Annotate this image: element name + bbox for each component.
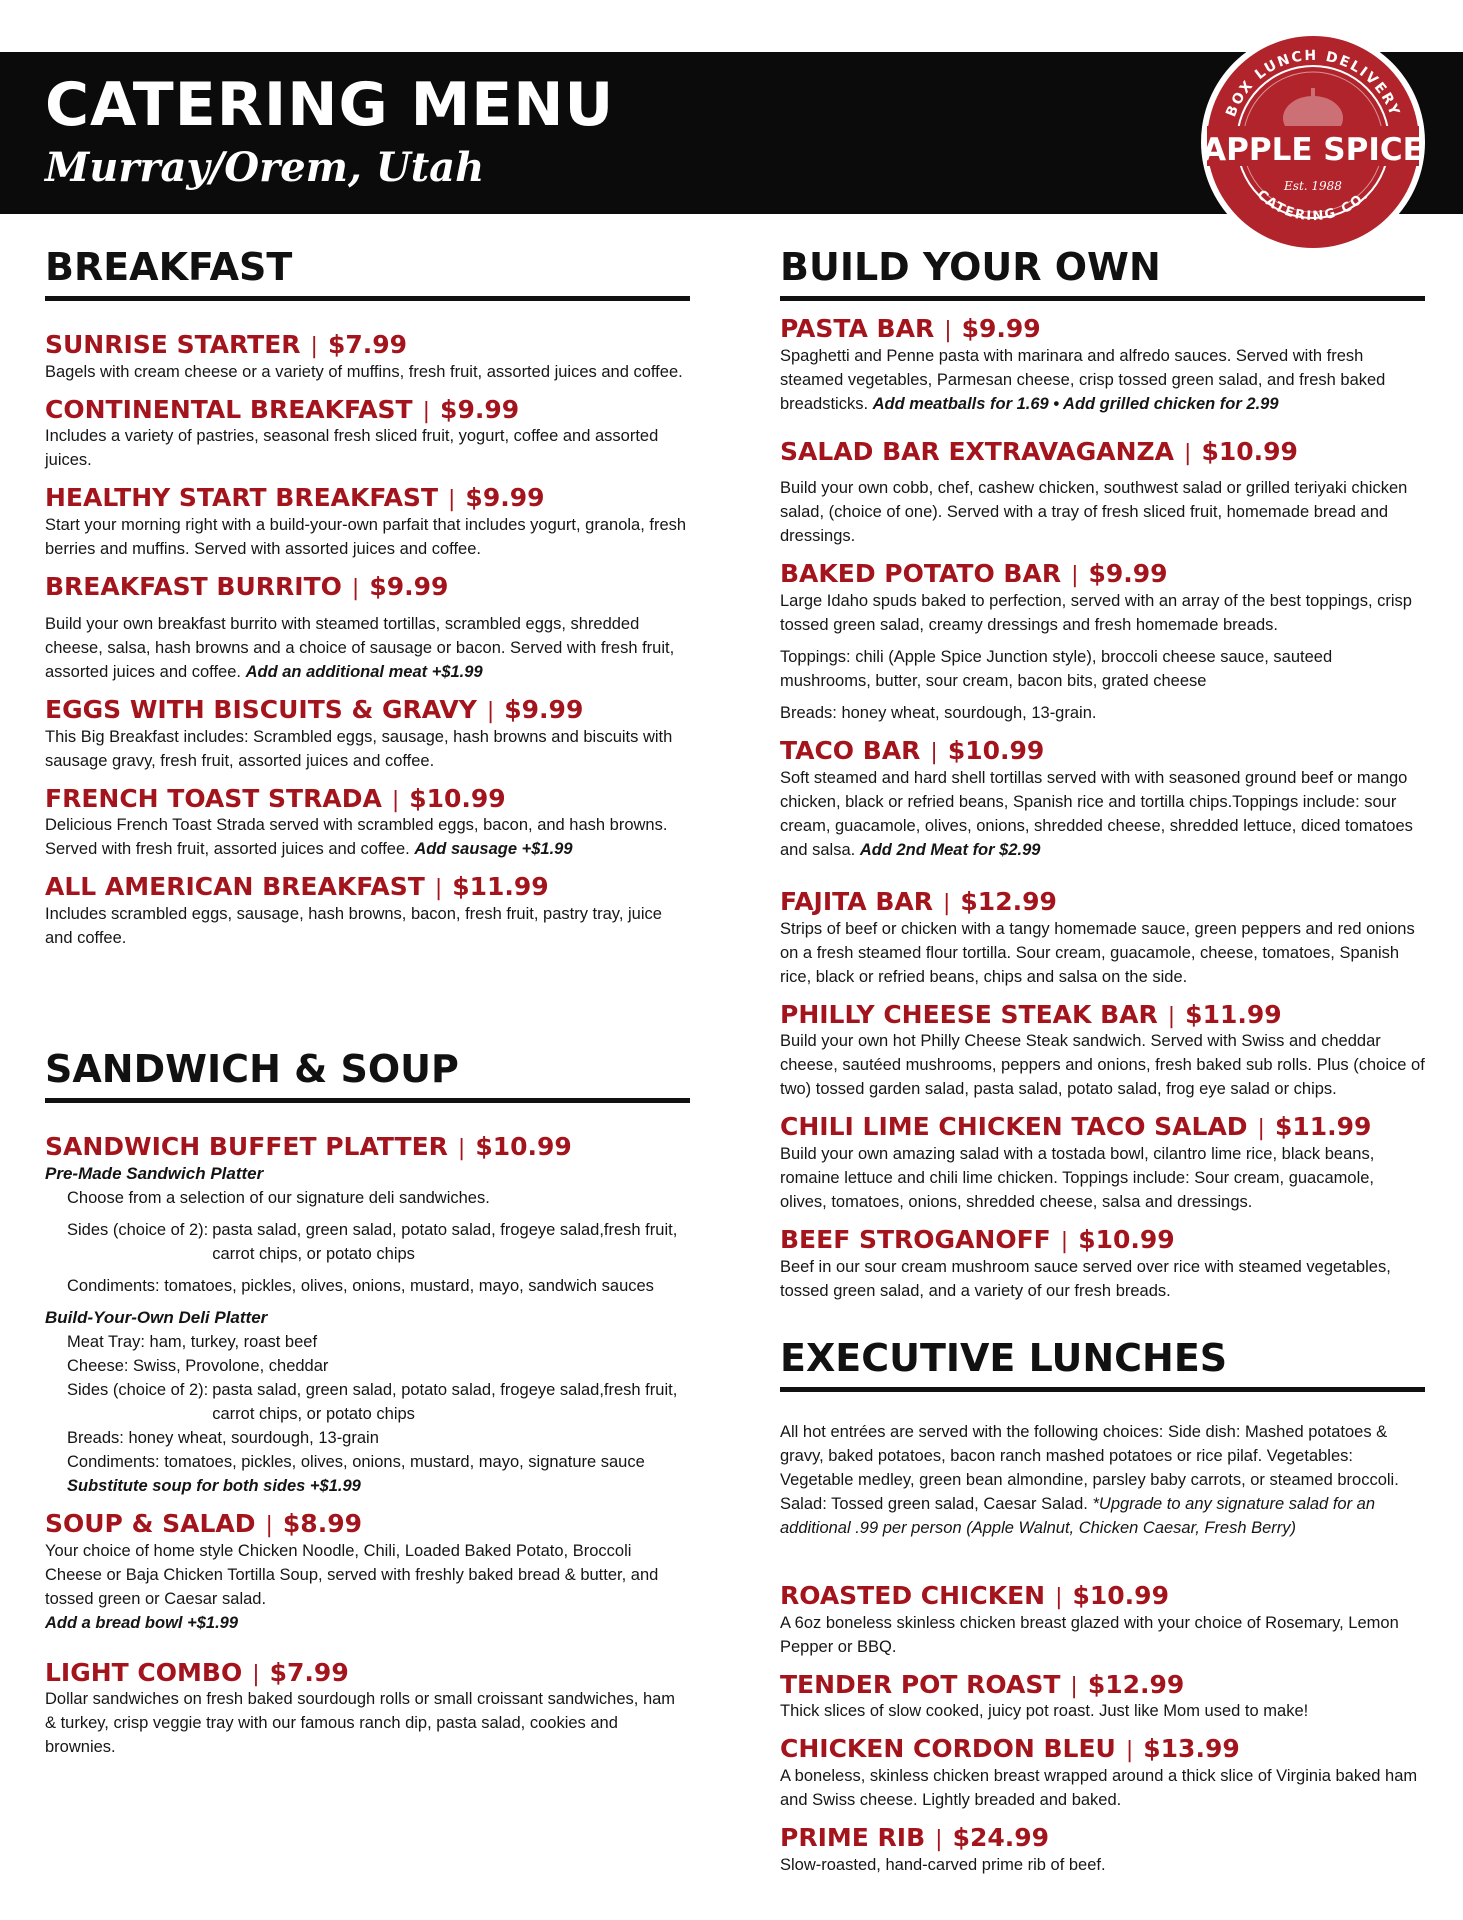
item-desc: Dollar sandwiches on fresh baked sourdough rolls or small croissant sandwiches, ham & turkey, crisp veggie tray with our famous ranch dip, pasta salad, cookies and brownies. — [45, 1690, 676, 1757]
item-price: $12.99 — [1087, 1669, 1185, 1699]
item-name: SALAD BAR EXTRAVAGANZA — [780, 436, 1175, 466]
page-subtitle: Murray/Orem, Utah — [45, 144, 485, 191]
item-name: BAKED POTATO BAR — [780, 559, 1062, 589]
menu-item: CHICKEN CORDON BLEU | $13.99 A boneless, skinless chicken breast wrapped around a thick slice of Virginia baked ham and Swiss cheese. Lightly breaded and baked. — [780, 1735, 1425, 1812]
item-desc: Your choice of home style Chicken Noodle, Chili, Loaded Baked Potato, Broccoli Cheese or Baja Chicken Tortilla Soup, served with freshly baked bread & butter, and tossed green or Caesar salad. — [45, 1541, 659, 1608]
item-price: $8.99 — [282, 1508, 362, 1538]
logo-est: Est. 1988 — [1284, 179, 1342, 193]
item-price: $12.99 — [960, 886, 1057, 916]
logo-name: APPLE SPICE — [1202, 132, 1424, 168]
menu-item: BREAKFAST BURRITO | $9.99 Build your own breakfast burrito with steamed tortillas, scrambled eggs, shredded cheese, salsa, hash browns and a choice of sausage or bacon. Served with fresh fruit, assorted juices and coffee. Add an additional meat +$1.99 — [45, 572, 675, 681]
item-desc: A boneless, skinless chicken breast wrapped around a thick slice of Virginia baked ham and Swiss cheese. Lightly breaded and baked. — [780, 1767, 1418, 1810]
menu-item: BAKED POTATO BAR | $9.99 Large Idaho spuds baked to perfection, served with an array of the best toppings, crisp tossed green salad, creamy dressings and fresh homemade breads. Toppings: chili (Apple Spice Junction style), broccoli cheese sauce, sauteed mushrooms, butter, sour cream, bacon bits, grated cheese Breads: honey wheat, sourdough, 13-grain. — [780, 560, 1425, 725]
item-desc: Build your own hot Philly Cheese Steak sandwich. Served with Swiss and cheddar cheese, sautéed mushrooms, peppers and onions, fresh baked sub rolls. Plus (choice of two) tossed garden salad, pasta salad, potato salad, frog eye salad or chips. — [780, 1032, 1425, 1099]
menu-item: CONTINENTAL BREAKFAST | $9.99 Includes a variety of pastries, seasonal fresh sliced fruit, yogurt, coffee and assorted juices. — [45, 396, 690, 473]
item-price: $10.99 — [947, 736, 1045, 766]
item-name: LIGHT COMBO — [45, 1657, 243, 1687]
item-name: ALL AMERICAN BREAKFAST — [45, 872, 425, 902]
item-price: $11.99 — [1185, 999, 1282, 1029]
item-addon: Add sausage +$1.99 — [414, 840, 573, 859]
item-desc: Large Idaho spuds baked to perfection, served with an array of the best toppings, crisp tossed green salad, creamy dressings and fresh homemade breads. — [780, 592, 1412, 635]
menu-item: TACO BAR | $10.99 Soft steamed and hard shell tortillas served with with seasoned ground beef or mango chicken, black or refried beans, Spanish rice and tortilla chips.Toppings include: sour cream, guacamole, olives, onions, shredded cheese, shredded lettuce, diced tomatoes and salsa. Add 2nd Meat for $2.99 — [780, 736, 1413, 859]
menu-item: LIGHT COMBO | $7.99 Dollar sandwiches on fresh baked sourdough rolls or small croissant sandwiches, ham & turkey, crisp veggie tray with our famous ranch dip, pasta salad, cookies and brownies. — [45, 1659, 690, 1760]
item-desc: Thick slices of slow cooked, juicy pot roast. Just like Mom used to make! — [780, 1702, 1309, 1721]
menu-item: SALAD BAR EXTRAVAGANZA | $10.99 Build your own cobb, chef, cashew chicken, southwest salad or grilled teriyaki chicken salad, (choice of one). Served with a tray of fresh sliced fruit, homemade bread and dressings. — [780, 438, 1425, 549]
item-desc: Spaghetti and Penne pasta with marinara and alfredo sauces. Served with fresh steamed vegetables, Parmesan cheese, crisp tossed green salad, and fresh baked breadsticks. — [780, 346, 1386, 413]
menu-item: SANDWICH BUFFET PLATTER | $10.99 Pre-Made Sandwich Platter Choose from a selection of our signature deli sandwiches. Sides (choice of 2): pasta salad, green salad, potato salad, frogeye salad,fresh fruit, carrot chips, or potato chips Condiments: tomatoes, pickles, olives, onions, mustard, mayo, sandwich sauces Build-Your-Own Deli Platter Meat Tray: ham, turkey, roast beef Cheese: Swiss, Provolone, cheddar Sides (choice of 2): pasta salad, green salad, potato salad, frogeye salad,fresh fruit, carrot chips, or potato chips Breads: honey wheat, sourdough, 13-grain Condiments: tomatoes, pickles, olives, onions, mustard, mayo, signature sauce Substitute soup for both sides +$1.99 — [45, 1133, 690, 1498]
left-column — [45, 245, 690, 1771]
build-title: BUILD YOUR OWN — [780, 248, 1425, 301]
item-name: CHILI LIME CHICKEN TACO SALAD — [780, 1112, 1248, 1142]
item-price: $11.99 — [1274, 1112, 1372, 1142]
item-desc: Build your own cobb, chef, cashew chicken, southwest salad or grilled teriyaki chicken salad, (choice of one). Served with a tray of fresh sliced fruit, homemade bread and dressings. — [780, 479, 1408, 546]
item-name: PRIME RIB — [780, 1823, 926, 1853]
menu-item: FAJITA BAR | $12.99 Strips of beef or chicken with a tangy homemade sauce, green peppers and red onions on a fresh steamed flour tortilla. Sour cream, guacamole, cheese, tomatoes, Spanish rice, black or refried beans, chips and salsa on the side. — [780, 888, 1425, 989]
item-name: BREAKFAST BURRITO — [45, 572, 342, 602]
item-desc: Soft steamed and hard shell tortillas served with with seasoned ground beef or mango chicken, black or refried beans, Spanish rice and tortilla chips.Toppings include: sour cream, guacamole, olives, onions, shredded cheese, shredded lettuce, diced tomatoes and salsa. — [780, 768, 1413, 859]
item-name: CONTINENTAL BREAKFAST — [45, 394, 413, 424]
item-price: $7.99 — [327, 329, 408, 359]
item-price: $10.99 — [409, 783, 506, 813]
item-price: $13.99 — [1143, 1734, 1240, 1764]
item-breads: Breads: honey wheat, sourdough, 13-grain. — [780, 704, 1097, 723]
item-name: HEALTHY START BREAKFAST — [45, 483, 438, 513]
item-price: $7.99 — [269, 1657, 349, 1687]
menu-item: SOUP & SALAD | $8.99 Your choice of home style Chicken Noodle, Chili, Loaded Baked Potato, Broccoli Cheese or Baja Chicken Tortilla Soup, served with freshly baked bread & butter, and tossed green or Caesar salad. Add a bread bowl +$1.99 — [45, 1510, 690, 1635]
item-addon: Add 2nd Meat for $2.99 — [859, 840, 1041, 859]
logo-bottom-text: CATERING CO. — [1253, 187, 1373, 225]
premade-sides: Sides (choice of 2): pasta salad, green salad, potato salad, frogeye salad,fresh fruit, carrot chips, or potato chips — [67, 1220, 678, 1263]
item-name: FRENCH TOAST STRADA — [45, 783, 382, 813]
breakfast-title: BREAKFAST — [45, 248, 690, 301]
page-title: CATERING MENU — [45, 70, 615, 140]
item-addon: Add meatballs for 1.69 • Add grilled chicken for 2.99 — [872, 394, 1279, 413]
item-desc: Delicious French Toast Strada served with scrambled eggs, bacon, and hash browns. Served with fresh fruit, assorted juices and coffee. — [45, 816, 668, 859]
item-desc: Includes scrambled eggs, sausage, hash browns, bacon, fresh fruit, pastry tray, juice and coffee. — [45, 905, 662, 948]
item-price: $9.99 — [961, 313, 1041, 343]
item-name: PASTA BAR — [780, 313, 935, 343]
byo-cheese: Cheese: Swiss, Provolone, cheddar — [67, 1356, 329, 1375]
item-desc: Includes a variety of pastries, seasonal fresh sliced fruit, yogurt, coffee and assorted juices. — [45, 427, 659, 470]
sandwich-title: SANDWICH & SOUP — [45, 1050, 690, 1103]
item-name: SUNRISE STARTER — [45, 329, 301, 359]
item-price: $11.99 — [452, 872, 549, 902]
menu-item: HEALTHY START BREAKFAST | $9.99 Start your morning right with a build-your-own parfait that includes yogurt, granola, fresh berries and muffins. Served with assorted juices and coffee. — [45, 484, 690, 561]
item-desc: Bagels with cream cheese or a variety of muffins, fresh fruit, assorted juices and coffee. — [45, 362, 683, 381]
item-name: ROASTED CHICKEN — [780, 1580, 1046, 1610]
item-desc: Beef in our sour cream mushroom sauce served over rice with steamed vegetables, tossed green salad, and a variety of our fresh breads. — [780, 1257, 1391, 1300]
premade-heading: Pre-Made Sandwich Platter — [45, 1163, 264, 1183]
byo-heading: Build-Your-Own Deli Platter — [45, 1307, 268, 1327]
premade-choose: Choose from a selection of our signature deli sandwiches. — [67, 1188, 490, 1207]
item-price: $10.99 — [1072, 1580, 1169, 1610]
byo-addon: Substitute soup for both sides +$1.99 — [67, 1476, 361, 1495]
menu-item: PRIME RIB | $24.99 Slow-roasted, hand-carved prime rib of beef. — [780, 1824, 1425, 1877]
menu-item: SUNRISE STARTER | $7.99 Bagels with cream cheese or a variety of muffins, fresh fruit, assorted juices and coffee. — [45, 331, 690, 384]
menu-item: EGGS WITH BISCUITS & GRAVY | $9.99 This Big Breakfast includes: Scrambled eggs, sausage, hash browns and biscuits with sausage gravy, fresh fruit, assorted juices and coffee. — [45, 696, 690, 773]
byo-sides: Sides (choice of 2): pasta salad, green salad, potato salad, frogeye salad,fresh fruit, carrot chips, or potato chips — [67, 1380, 678, 1423]
item-name: PHILLY CHEESE STEAK BAR — [780, 999, 1158, 1029]
item-desc: This Big Breakfast includes: Scrambled eggs, sausage, hash browns and biscuits with sausage gravy, fresh fruit, assorted juices and coffee. — [45, 727, 673, 770]
menu-item: BEEF STROGANOFF | $10.99 Beef in our sour cream mushroom sauce served over rice with steamed vegetables, tossed green salad, and a variety of our fresh breads. — [780, 1226, 1425, 1303]
byo-condiments: Condiments: tomatoes, pickles, olives, onions, mustard, mayo, signature sauce — [67, 1452, 645, 1471]
item-name: SOUP & SALAD — [45, 1508, 256, 1538]
menu-item: TENDER POT ROAST | $12.99 Thick slices of slow cooked, juicy pot roast. Just like Mom used to make! — [780, 1671, 1425, 1724]
item-price: $9.99 — [465, 483, 545, 513]
menu-item: PHILLY CHEESE STEAK BAR | $11.99 Build your own hot Philly Cheese Steak sandwich. Served with Swiss and cheddar cheese, sautéed mushrooms, peppers and onions, fresh baked sub rolls. Plus (choice of two) tossed garden salad, pasta salad, potato salad, frog eye salad or chips. — [780, 1001, 1425, 1102]
item-name: TENDER POT ROAST — [780, 1669, 1061, 1699]
item-desc: Strips of beef or chicken with a tangy homemade sauce, green peppers and red onions on a fresh steamed flour tortilla. Sour cream, guacamole, cheese, tomatoes, Spanish rice, black or refried beans, chips and salsa on the side. — [780, 919, 1415, 986]
menu-item: ALL AMERICAN BREAKFAST | $11.99 Includes scrambled eggs, sausage, hash browns, bacon, fresh fruit, pastry tray, juice and coffee. — [45, 873, 690, 950]
premade-condiments: Condiments: tomatoes, pickles, olives, onions, mustard, mayo, sandwich sauces — [67, 1276, 654, 1295]
apple-spice-logo — [1193, 22, 1433, 262]
executive-intro: All hot entrées are served with the following choices: Side dish: Mashed potatoes & gravy, baked potatoes, bacon ranch mashed potatoes or rice pilaf. Vegetables: Vegetable medley, green bean almondine, parsley baby carrots, or steamed broccoli. Salad: Tossed green salad, Caesar Salad. *Upgrade to any signature salad for an additional .99 per person (Apple Walnut, Chicken Caesar, Fresh Berry) — [780, 1422, 1399, 1537]
right-column — [780, 245, 1425, 1889]
menu-item: ROASTED CHICKEN | $10.99 A 6oz boneless skinless chicken breast glazed with your choice of Rosemary, Lemon Pepper or BBQ. — [780, 1582, 1425, 1659]
item-desc: Build your own amazing salad with a tostada bowl, cilantro lime rice, black beans, romaine lettuce and chili lime chicken. Toppings include: Sour cream, guacamole, olives, tomatoes, onions, shredded cheese, salsa and dressings. — [780, 1145, 1375, 1212]
byo-breads: Breads: honey wheat, sourdough, 13-grain — [67, 1428, 379, 1447]
item-name: EGGS WITH BISCUITS & GRAVY — [45, 694, 477, 724]
item-desc: Slow-roasted, hand-carved prime rib of beef. — [780, 1855, 1106, 1874]
item-desc: Start your morning right with a build-your-own parfait that includes yogurt, granola, fresh berries and muffins. Served with assorted juices and coffee. — [45, 516, 687, 559]
item-price: $10.99 — [1201, 436, 1298, 466]
item-toppings: Toppings: chili (Apple Spice Junction style), broccoli cheese sauce, sauteed mushrooms, butter, sour cream, bacon bits, grated cheese — [780, 648, 1333, 691]
item-price: $10.99 — [475, 1132, 572, 1162]
item-name: CHICKEN CORDON BLEU — [780, 1734, 1116, 1764]
item-name: SANDWICH BUFFET PLATTER — [45, 1132, 448, 1162]
item-price: $9.99 — [504, 694, 584, 724]
menu-item: CHILI LIME CHICKEN TACO SALAD | $11.99 Build your own amazing salad with a tostada bowl, cilantro lime rice, black beans, romaine lettuce and chili lime chicken. Toppings include: Sour cream, guacamole, olives, tomatoes, onions, shredded cheese, salsa and dressings. — [780, 1113, 1425, 1214]
item-price: $9.99 — [1088, 559, 1168, 589]
item-addon: Add a bread bowl +$1.99 — [45, 1613, 239, 1632]
item-desc: Build your own breakfast burrito with steamed tortillas, scrambled eggs, shredded cheese, salsa, hash browns and a choice of sausage or bacon. Served with fresh fruit, assorted juices and coffee. — [45, 614, 675, 681]
item-name: BEEF STROGANOFF — [780, 1225, 1051, 1255]
logo-top-text: BOX LUNCH DELIVERY — [1223, 47, 1403, 120]
item-price: $9.99 — [440, 394, 520, 424]
item-desc: A 6oz boneless skinless chicken breast glazed with your choice of Rosemary, Lemon Pepper or BBQ. — [780, 1613, 1399, 1656]
item-price: $10.99 — [1078, 1225, 1175, 1255]
item-name: TACO BAR — [780, 736, 921, 766]
executive-title: EXECUTIVE LUNCHES — [780, 1339, 1425, 1392]
byo-meat: Meat Tray: ham, turkey, roast beef — [67, 1332, 318, 1351]
item-price: $9.99 — [369, 572, 449, 602]
item-addon: Add an additional meat +$1.99 — [245, 662, 483, 681]
menu-item: FRENCH TOAST STRADA | $10.99 Delicious French Toast Strada served with scrambled eggs, bacon, and hash browns. Served with fresh fruit, assorted juices and coffee. Add sausage +$1.99 — [45, 783, 668, 859]
menu-item: PASTA BAR | $9.99 Spaghetti and Penne pasta with marinara and alfredo sauces. Served with fresh steamed vegetables, Parmesan cheese, crisp tossed green salad, and fresh baked breadsticks. Add meatballs for 1.69 • Add grilled chicken for 2.99 — [780, 313, 1386, 413]
item-price: $24.99 — [952, 1823, 1050, 1853]
item-name: FAJITA BAR — [780, 886, 933, 916]
